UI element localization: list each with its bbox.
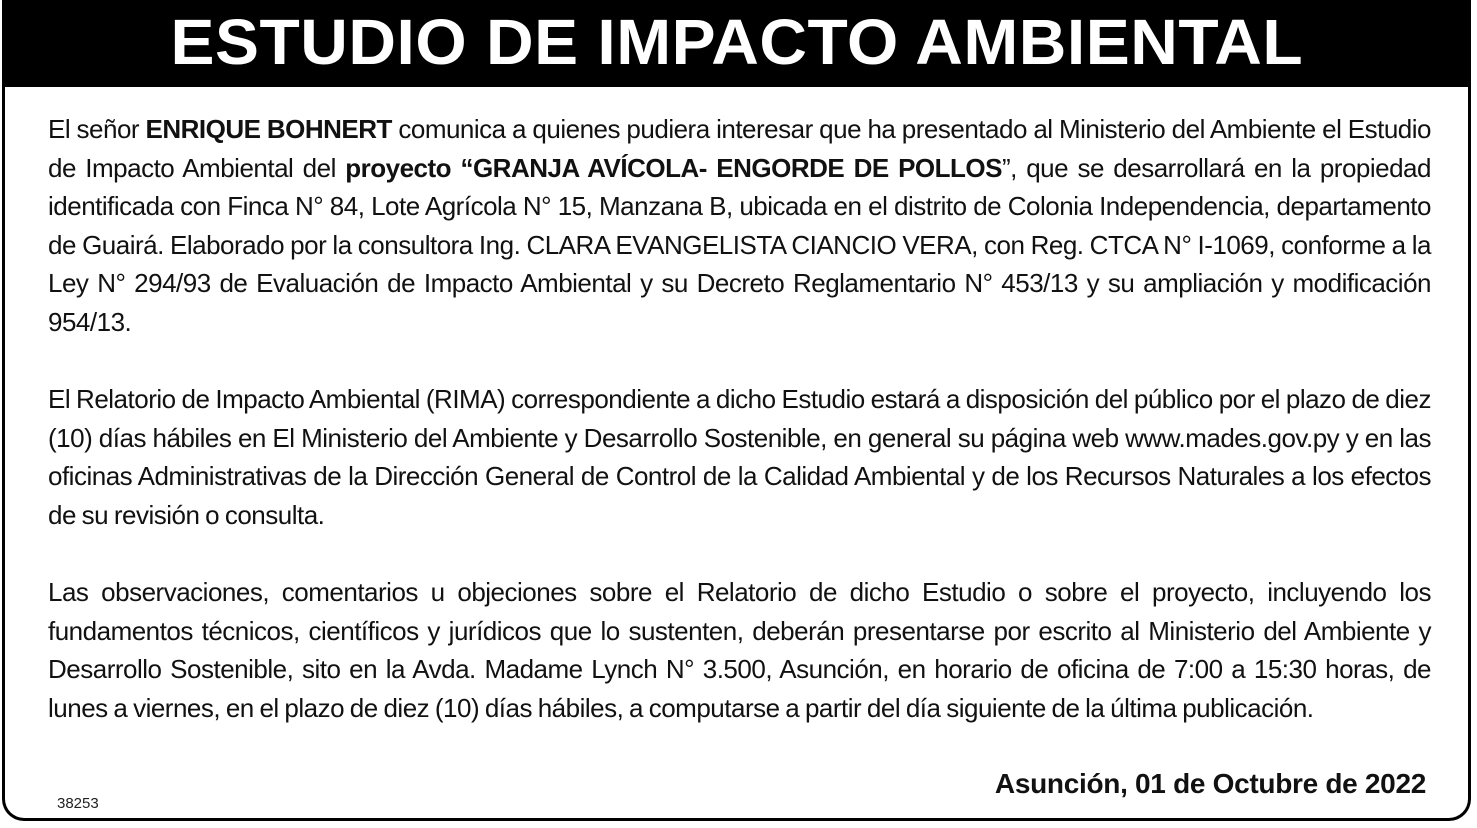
paragraph-3: Las observaciones, comentarios u objeciones sobre el Relatorio de dicho Estudio o sobre el proyecto, incluyendo los fundamentos técnicos, científicos y jurídicos que lo sustenten, deberán presentarse por escrito al Ministerio del Ambiente y Desarrollo Sostenible, sito en la Avda. Madame Lynch N° 3.500, Asunción, en horario de oficina de 7:00 a 15:30 horas, de lunes a viernes, en el plazo de diez (10) días hábiles, a computarse a partir del día siguiente de la última publicación. xyxy=(48,577,1431,723)
notice-body xyxy=(48,110,1431,728)
paragraph-1 xyxy=(48,110,1431,342)
title-banner xyxy=(5,0,1468,87)
ad-code: 38253 xyxy=(57,795,99,812)
applicant-name: ENRIQUE BOHNERT xyxy=(145,114,392,144)
paragraph-1-text-c: ”, que se desarrollará en la propiedad identificada con Finca N° 84, Lote Agrícola N° 15, Manzana B, ubicada en el distrito de Colonia Independencia, departamento de Guairá. Elaborado por la consultora Ing. CLARA EVANGELISTA CIANCIO VERA, con Reg. CTCA N° I-1069, conforme a la Ley N° 294/93 de Evaluación de Impacto Ambiental y su Decreto Reglamentario N° 453/13 y su ampliación y modificación 954/13. xyxy=(48,152,1431,337)
signature-date: Asunción, 01 de Octubre de 2022 xyxy=(994,768,1426,799)
paragraph-2: El Relatorio de Impacto Ambiental (RIMA) correspondiente a dicho Estudio estará a disposición del público por el plazo de diez (10) días hábiles en El Ministerio del Ambiente y Desarrollo Sostenible, en general su página web www.mades.gov.py y en las oficinas Administrativas de la Dirección General de Control de la Calidad Ambiental y de los Recursos Naturales a los efectos de su revisión o consulta. xyxy=(48,384,1431,530)
paragraph-1-text-a: El señor xyxy=(48,114,146,144)
paragraph-1-text-b: comunica a quienes pudiera interesar que ha presentado al Ministerio del Ambiente el Estudio de Impacto Ambiental del xyxy=(48,114,1431,183)
project-label: proyecto xyxy=(345,152,452,183)
project-name: “GRANJA AVÍCOLA- ENGORDE DE POLLOS xyxy=(460,152,1002,183)
notice-title: ESTUDIO DE IMPACTO AMBIENTAL xyxy=(170,5,1303,78)
public-notice xyxy=(2,0,1471,821)
